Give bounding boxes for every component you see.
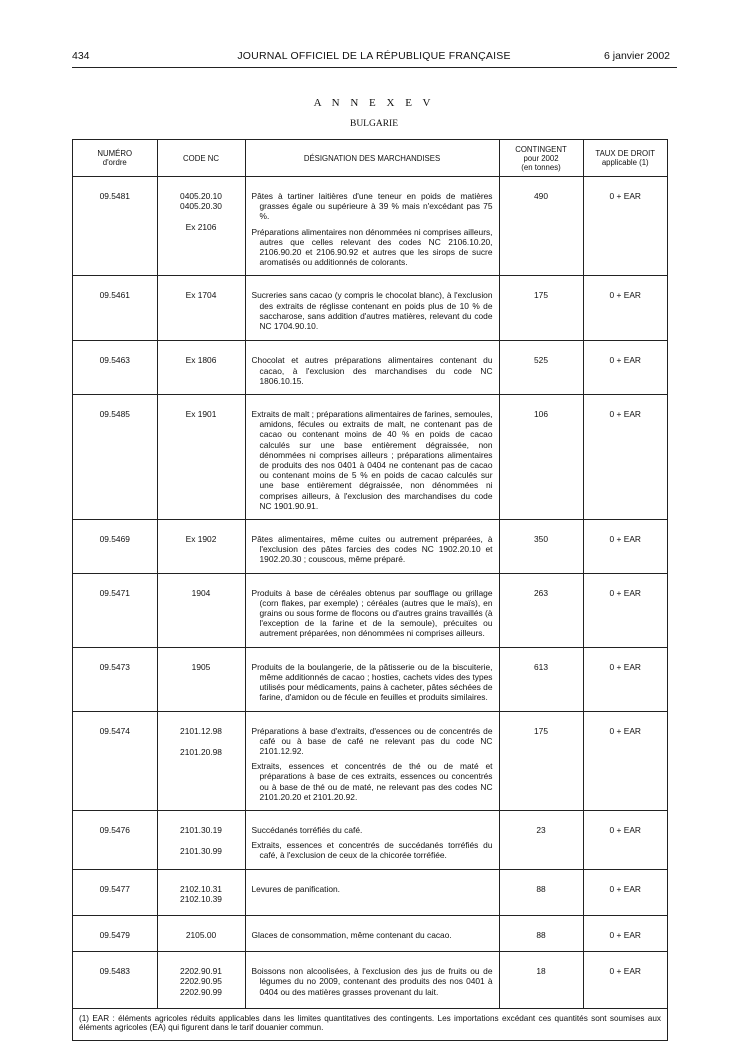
order-number: 09.5476 — [73, 810, 157, 869]
nc-code: 2202.90.99 — [180, 986, 222, 997]
duty-rate: 0 + EAR — [583, 915, 667, 951]
table-row — [73, 810, 667, 869]
nc-code: 2202.90.95 — [180, 976, 222, 987]
nc-code-group — [158, 409, 245, 419]
nc-codes-cell — [157, 869, 245, 915]
designation-text: Extraits de malt ; préparations alimentaires de farines, semoules, amidons, fécules ou extraits de malt, ne contenant pas de cacao ou contenant moins de 40 % en poids de cacao calculés sur une base entièrement dégraissée, non dénommées ni comprises ailleurs ; préparations alimentaires de produits des nos 0401 à 0404 ne contenant pas de cacao ou contenant moins de 5 % en poids de cacao calculés sur une base entièrement dégraissée, non dénommées ni comprises ailleurs, à l'exclusion des marchandises du code NC 1901.90.91. — [251, 409, 493, 511]
duty-rate: 0 + EAR — [583, 520, 667, 574]
nc-code-group — [158, 662, 245, 672]
quota-table — [72, 139, 668, 1041]
order-number: 09.5481 — [73, 177, 157, 276]
issue-date: 6 janvier 2002 — [604, 50, 670, 62]
nc-code-group — [158, 846, 245, 856]
contingent-value: 613 — [499, 647, 583, 711]
col-header-contingent — [499, 140, 583, 177]
duty-rate: 0 + EAR — [583, 869, 667, 915]
nc-code: 2102.10.39 — [180, 893, 222, 904]
table-row — [73, 647, 667, 711]
col-header-designation-label: DÉSIGNATION DES MARCHANDISES — [303, 153, 441, 163]
col-header-code-label: CODE NC — [183, 153, 219, 163]
nc-code: 2102.10.31 — [180, 883, 222, 894]
contingent-value: 106 — [499, 395, 583, 520]
col-header-code — [157, 140, 245, 177]
nc-code: Ex 1806 — [185, 355, 217, 366]
designation-cell — [245, 952, 499, 1009]
order-number: 09.5485 — [73, 395, 157, 520]
nc-code-group — [158, 825, 245, 835]
nc-code: 1904 — [191, 587, 211, 598]
nc-code-group — [158, 222, 245, 232]
col-header-taux-l1: TAUX DE DROIT — [595, 149, 656, 158]
designation-text: Extraits, essences et concentrés de succédanés torréfiés du café, à l'exclusion de ceux de la chicorée torréfiée. — [251, 840, 493, 861]
order-number: 09.5461 — [73, 276, 157, 341]
table-row — [73, 711, 667, 810]
table-row — [73, 276, 667, 341]
col-header-contingent-l2: pour 2002 — [523, 153, 559, 163]
order-number: 09.5471 — [73, 573, 157, 647]
duty-rate: 0 + EAR — [583, 573, 667, 647]
designation-text: Sucreries sans cacao (y compris le chocolat blanc), à l'exclusion des extraits de réglisse contenant en poids plus de 10 % de saccharose, sans addition d'autres matières, relevant du code NC 1704.90.10. — [251, 290, 493, 332]
nc-code: 2101.20.98 — [180, 746, 222, 757]
nc-codes-cell — [157, 711, 245, 810]
nc-code-group — [158, 747, 245, 757]
nc-codes-cell — [157, 810, 245, 869]
nc-code: 2202.90.91 — [180, 966, 222, 977]
contingent-value: 175 — [499, 276, 583, 341]
order-number: 09.5463 — [73, 341, 157, 395]
duty-rate: 0 + EAR — [583, 177, 667, 276]
nc-code: Ex 1704 — [185, 290, 217, 301]
table-row — [73, 952, 667, 1009]
nc-codes-cell — [157, 276, 245, 341]
nc-codes-cell — [157, 177, 245, 276]
footnote: (1) EAR : éléments agricoles réduits applicables dans les limites quantitatives des contingents. Les importations excédant ces quantités sont soumises aux éléments agricoles (EA) qui figurent dans le tarif douanier commun. — [79, 1013, 661, 1033]
table-row — [73, 915, 667, 951]
order-number: 09.5477 — [73, 869, 157, 915]
contingent-value: 263 — [499, 573, 583, 647]
table-row — [73, 395, 667, 520]
journal-title: JOURNAL OFFICIEL DE LA RÉPUBLIQUE FRANÇAISE — [237, 50, 511, 62]
nc-code-group — [158, 355, 245, 365]
nc-code: 0405.20.30 — [180, 201, 222, 212]
table-row — [73, 177, 667, 276]
col-header-numero-l2: d'ordre — [102, 158, 127, 167]
col-header-numero — [73, 140, 157, 177]
designation-cell — [245, 520, 499, 574]
duty-rate: 0 + EAR — [583, 952, 667, 1009]
duty-rate: 0 + EAR — [583, 395, 667, 520]
order-number: 09.5474 — [73, 711, 157, 810]
designation-cell — [245, 810, 499, 869]
designation-text: Extraits, essences et concentrés de thé ou de maté et préparations à base de ces extraits, essences ou concentrés ou à base de thé ou de maté, ne relevant pas des codes NC 2101.20.20 et 2101.20.92. — [251, 761, 493, 802]
nc-code: Ex 2106 — [185, 222, 217, 233]
nc-code: 1905 — [191, 661, 211, 672]
nc-codes-cell — [157, 520, 245, 574]
contingent-value: 490 — [499, 177, 583, 276]
table-row — [73, 520, 667, 574]
designation-text: Préparations à base d'extraits, d'essences ou de concentrés de café ou à base de café ne relevant pas du code NC 2101.12.92. — [251, 725, 493, 756]
designation-cell — [245, 711, 499, 810]
nc-code-group — [158, 534, 245, 544]
country-title: BULGARIE — [349, 119, 399, 129]
designation-text: Produits à base de céréales obtenus par soufflage ou grillage (corn flakes, par exemple) ; céréales (autres que le maïs), en grains ou sous forme de flocons ou d'autres grains travaillés (à l'exception de la farine et de la semoule), précuites ou autrement préparées, non dénommées ni comprises ailleurs. — [251, 587, 493, 639]
designation-cell — [245, 647, 499, 711]
nc-code-group — [158, 290, 245, 300]
nc-codes-cell — [157, 915, 245, 951]
nc-code-group — [158, 966, 245, 997]
nc-code: Ex 1901 — [185, 409, 217, 420]
col-header-contingent-l3: (en tonnes) — [521, 162, 561, 172]
designation-text: Produits de la boulangerie, de la pâtisserie ou de la biscuiterie, même additionnés de cacao ; hosties, cachets vides des types utilisés pour médicaments, pains à cacheter, pâtes séchées de farine, d'amidon ou de fécule en feuilles et produits similaires. — [251, 661, 493, 703]
col-header-taux — [583, 140, 667, 177]
table-row — [73, 869, 667, 915]
nc-code: 2101.30.99 — [180, 846, 222, 857]
col-header-contingent-l1: CONTINGENT — [515, 144, 567, 154]
order-number: 09.5469 — [73, 520, 157, 574]
nc-codes-cell — [157, 952, 245, 1009]
footnote-row — [73, 1008, 667, 1040]
nc-code-group — [158, 884, 245, 904]
duty-rate: 0 + EAR — [583, 276, 667, 341]
annex-title: A N N E X E V — [313, 97, 435, 109]
duty-rate: 0 + EAR — [583, 711, 667, 810]
table-row — [73, 341, 667, 395]
contingent-value: 88 — [499, 915, 583, 951]
table-row — [73, 573, 667, 647]
col-header-designation — [245, 140, 499, 177]
nc-codes-cell — [157, 341, 245, 395]
duty-rate: 0 + EAR — [583, 647, 667, 711]
order-number: 09.5479 — [73, 915, 157, 951]
col-header-taux-l2: applicable (1) — [601, 158, 649, 167]
nc-code: Ex 1902 — [185, 534, 217, 545]
table-body — [73, 177, 667, 1009]
nc-codes-cell — [157, 395, 245, 520]
nc-code-group — [158, 930, 245, 940]
nc-code-group — [158, 191, 245, 211]
designation-text: Levures de panification. — [251, 883, 340, 894]
nc-code: 2101.12.98 — [180, 725, 222, 736]
contingent-value: 88 — [499, 869, 583, 915]
order-number: 09.5473 — [73, 647, 157, 711]
nc-code: 0405.20.10 — [180, 191, 222, 201]
contingent-value: 525 — [499, 341, 583, 395]
designation-text: Glaces de consommation, même contenant du cacao. — [251, 929, 452, 940]
duty-rate: 0 + EAR — [583, 810, 667, 869]
nc-code: 2105.00 — [185, 929, 217, 940]
nc-code-group — [158, 588, 245, 598]
designation-text: Pâtes à tartiner laitières d'une teneur en poids de matières grasses égale ou supérieure à 39 % mais n'excédant pas 75 %. — [251, 191, 493, 222]
table-header-row — [73, 140, 667, 177]
designation-text: Succédanés torréfiés du café. — [251, 824, 363, 835]
designation-cell — [245, 573, 499, 647]
nc-codes-cell — [157, 647, 245, 711]
contingent-value: 175 — [499, 711, 583, 810]
designation-cell — [245, 177, 499, 276]
contingent-value: 350 — [499, 520, 583, 574]
designation-text: Pâtes alimentaires, même cuites ou autrement préparées, à l'exclusion des pâtes farcies des codes NC 1902.20.10 et 1902.20.30 ; couscous, même préparé. — [251, 534, 493, 565]
designation-cell — [245, 395, 499, 520]
nc-code: 2101.30.19 — [180, 824, 222, 835]
designation-text: Chocolat et autres préparations alimentaires contenant du cacao, à l'exclusion des marchandises du code NC 1806.10.15. — [251, 355, 493, 386]
designation-cell — [245, 276, 499, 341]
designation-text: Boissons non alcoolisées, à l'exclusion des jus de fruits ou de légumes du no 2009, contenant des produits des nos 0401 à 0404 ou des matières grasses provenant du lait. — [251, 966, 493, 997]
nc-code-group — [158, 726, 245, 736]
designation-cell — [245, 915, 499, 951]
contingent-value: 18 — [499, 952, 583, 1009]
header-rule — [72, 67, 677, 68]
designation-cell — [245, 869, 499, 915]
contingent-value: 23 — [499, 810, 583, 869]
nc-codes-cell — [157, 573, 245, 647]
page-number: 434 — [72, 50, 90, 62]
designation-text: Préparations alimentaires non dénommées ni comprises ailleurs, autres que celles relevant des codes NC 2106.10.20, 2106.90.20 et 2106.90.92 et autres que les sirops de sucre aromatisés ou additionnés de colorants. — [251, 226, 493, 268]
col-header-numero-l1: NUMÉRO — [97, 149, 133, 158]
duty-rate: 0 + EAR — [583, 341, 667, 395]
order-number: 09.5483 — [73, 952, 157, 1009]
designation-cell — [245, 341, 499, 395]
